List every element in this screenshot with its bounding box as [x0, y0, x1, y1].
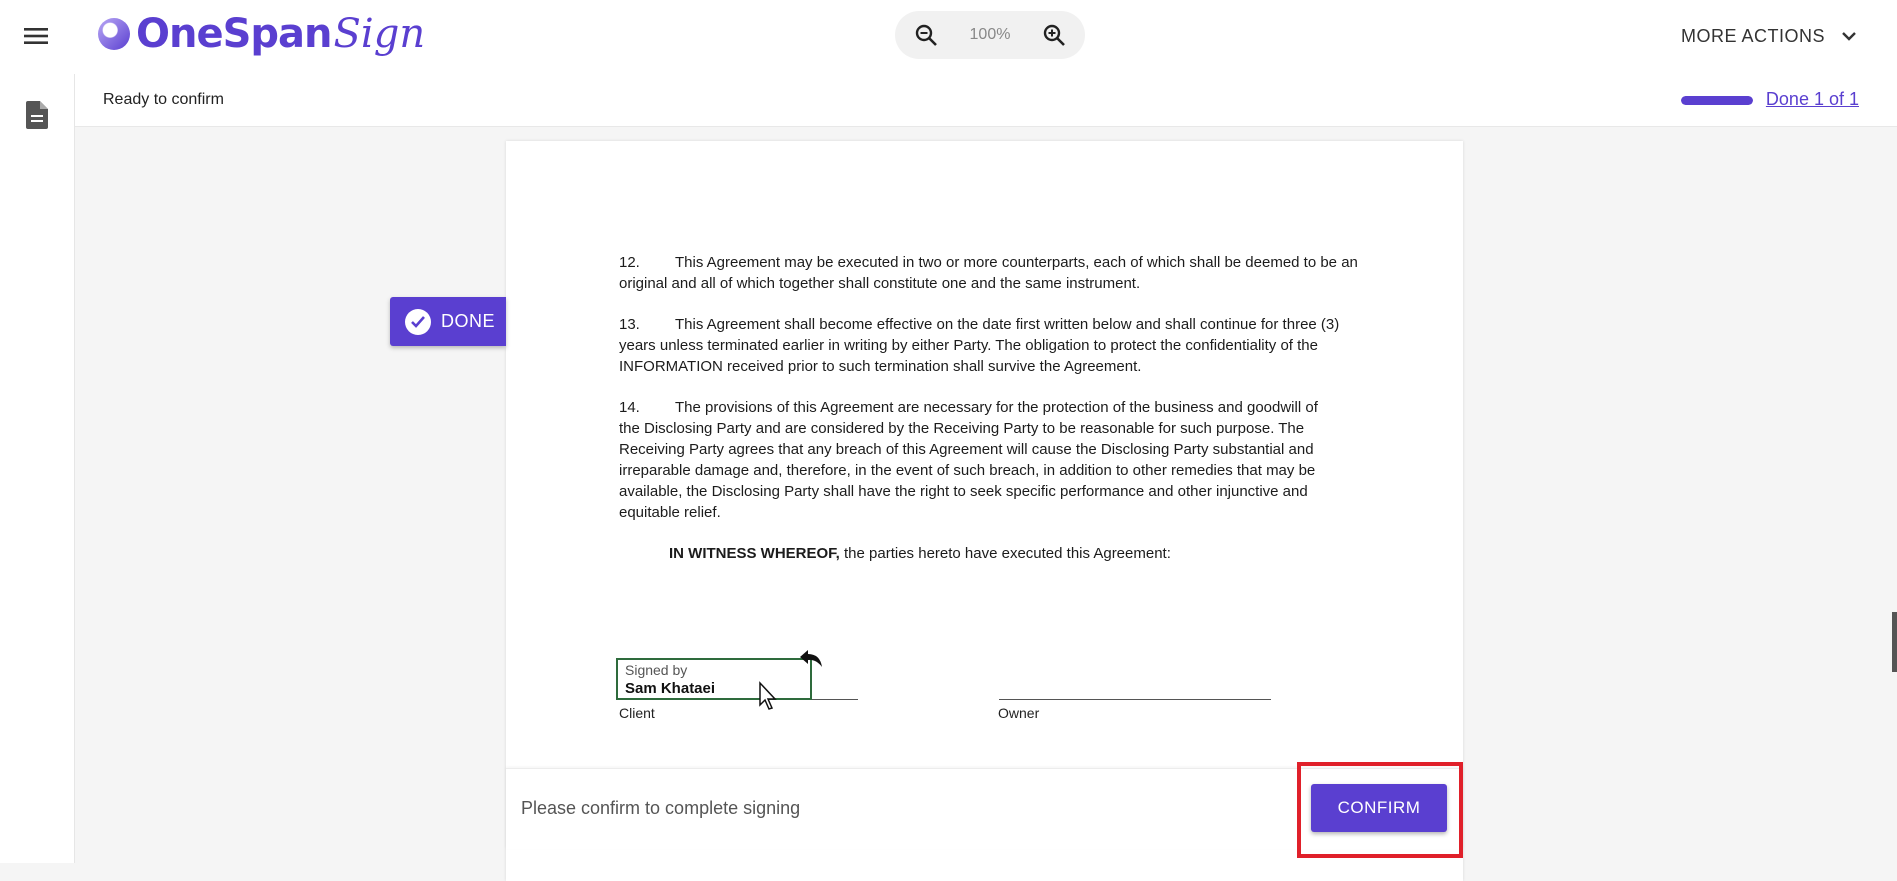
signing-progress-bar — [1681, 96, 1753, 105]
more-actions-menu[interactable] — [1681, 22, 1857, 50]
zoom-in-icon — [1042, 23, 1066, 47]
logo-script-text: Sign — [333, 11, 426, 57]
zoom-out-icon — [914, 23, 938, 47]
zoom-level: 100% — [969, 26, 1011, 43]
undo-icon — [798, 649, 824, 669]
confirm-prompt: Please confirm to complete signing — [521, 798, 801, 818]
mouse-cursor-icon — [758, 681, 780, 711]
signing-progress-fill — [1681, 96, 1753, 105]
witness-text: the parties hereto have executed this Agreement: — [839, 545, 1171, 562]
paragraph-12 — [619, 252, 1364, 294]
paragraph-text: This Agreement may be executed in two or more counterparts, each of which shall be deemed to be an original and all of which together shall constitute one and the same instrument. — [619, 254, 1358, 292]
logo-ring-icon — [98, 18, 130, 50]
document-body — [619, 252, 1364, 584]
logo-text: OneSpan — [136, 11, 332, 57]
client-signature-line — [812, 699, 858, 700]
zoom-out-button[interactable] — [911, 20, 941, 50]
left-rail — [0, 74, 75, 863]
paragraph-number: 12. — [619, 254, 640, 271]
zoom-in-button[interactable] — [1039, 20, 1069, 50]
status-bar — [75, 74, 1897, 127]
paragraph-number: 13. — [619, 316, 640, 333]
zoom-control — [895, 11, 1085, 59]
confirm-button[interactable]: CONFIRM — [1311, 784, 1447, 832]
signature-box[interactable] — [616, 658, 812, 700]
status-text: Ready to confirm — [103, 91, 224, 108]
witness-clause — [669, 543, 1364, 564]
witness-bold: IN WITNESS WHEREOF, — [669, 545, 840, 562]
hamburger-menu-button[interactable] — [18, 22, 54, 50]
paragraph-text: This Agreement shall become effective on the date first written below and shall continue for three (3) years unless terminated earlier in writing by either Party. The obligation to protect the confidentiality of the INFORMATION received prior to such termination shall survive the Agreement. — [619, 316, 1340, 375]
paragraph-number: 14. — [619, 399, 640, 416]
owner-label: Owner — [998, 705, 1040, 721]
scrollbar-thumb[interactable] — [1892, 612, 1897, 672]
chevron-down-icon — [1841, 31, 1857, 41]
done-tab-button[interactable] — [390, 297, 506, 346]
check-circle-icon — [405, 309, 431, 335]
documents-button[interactable] — [22, 98, 52, 132]
undo-signature-button[interactable] — [798, 649, 824, 669]
paragraph-13 — [619, 314, 1364, 377]
hamburger-icon — [24, 27, 48, 45]
onespan-sign-logo — [98, 6, 425, 62]
done-tab-label: DONE — [441, 311, 496, 331]
more-actions-label: MORE ACTIONS — [1680, 25, 1825, 46]
done-count-link[interactable]: Done 1 of 1 — [1765, 89, 1859, 109]
signature-caption: Signed by — [625, 662, 688, 678]
top-bar — [0, 0, 1897, 75]
paragraph-text-continued: the Disclosing Party and are considered by the Receiving Party to be reasonable for such purpose. The Receiving Party agrees that any breach of this Agreement will cause the Disclosing Party substantial and irreparable damage and, therefore, in the event of such breach, in addition to other remedies that may be available, the Disclosing Party shall have the right to seek specific performance and other injunctive and equitable relief. — [619, 420, 1316, 521]
client-label: Client — [619, 705, 655, 721]
paragraph-14 — [619, 397, 1364, 523]
owner-signature-line — [999, 699, 1271, 700]
paragraph-text: The provisions of this Agreement are necessary for the protection of the business and goodwill of — [675, 399, 1318, 416]
signer-name: Sam Khataei — [625, 680, 716, 697]
document-icon — [26, 101, 48, 129]
